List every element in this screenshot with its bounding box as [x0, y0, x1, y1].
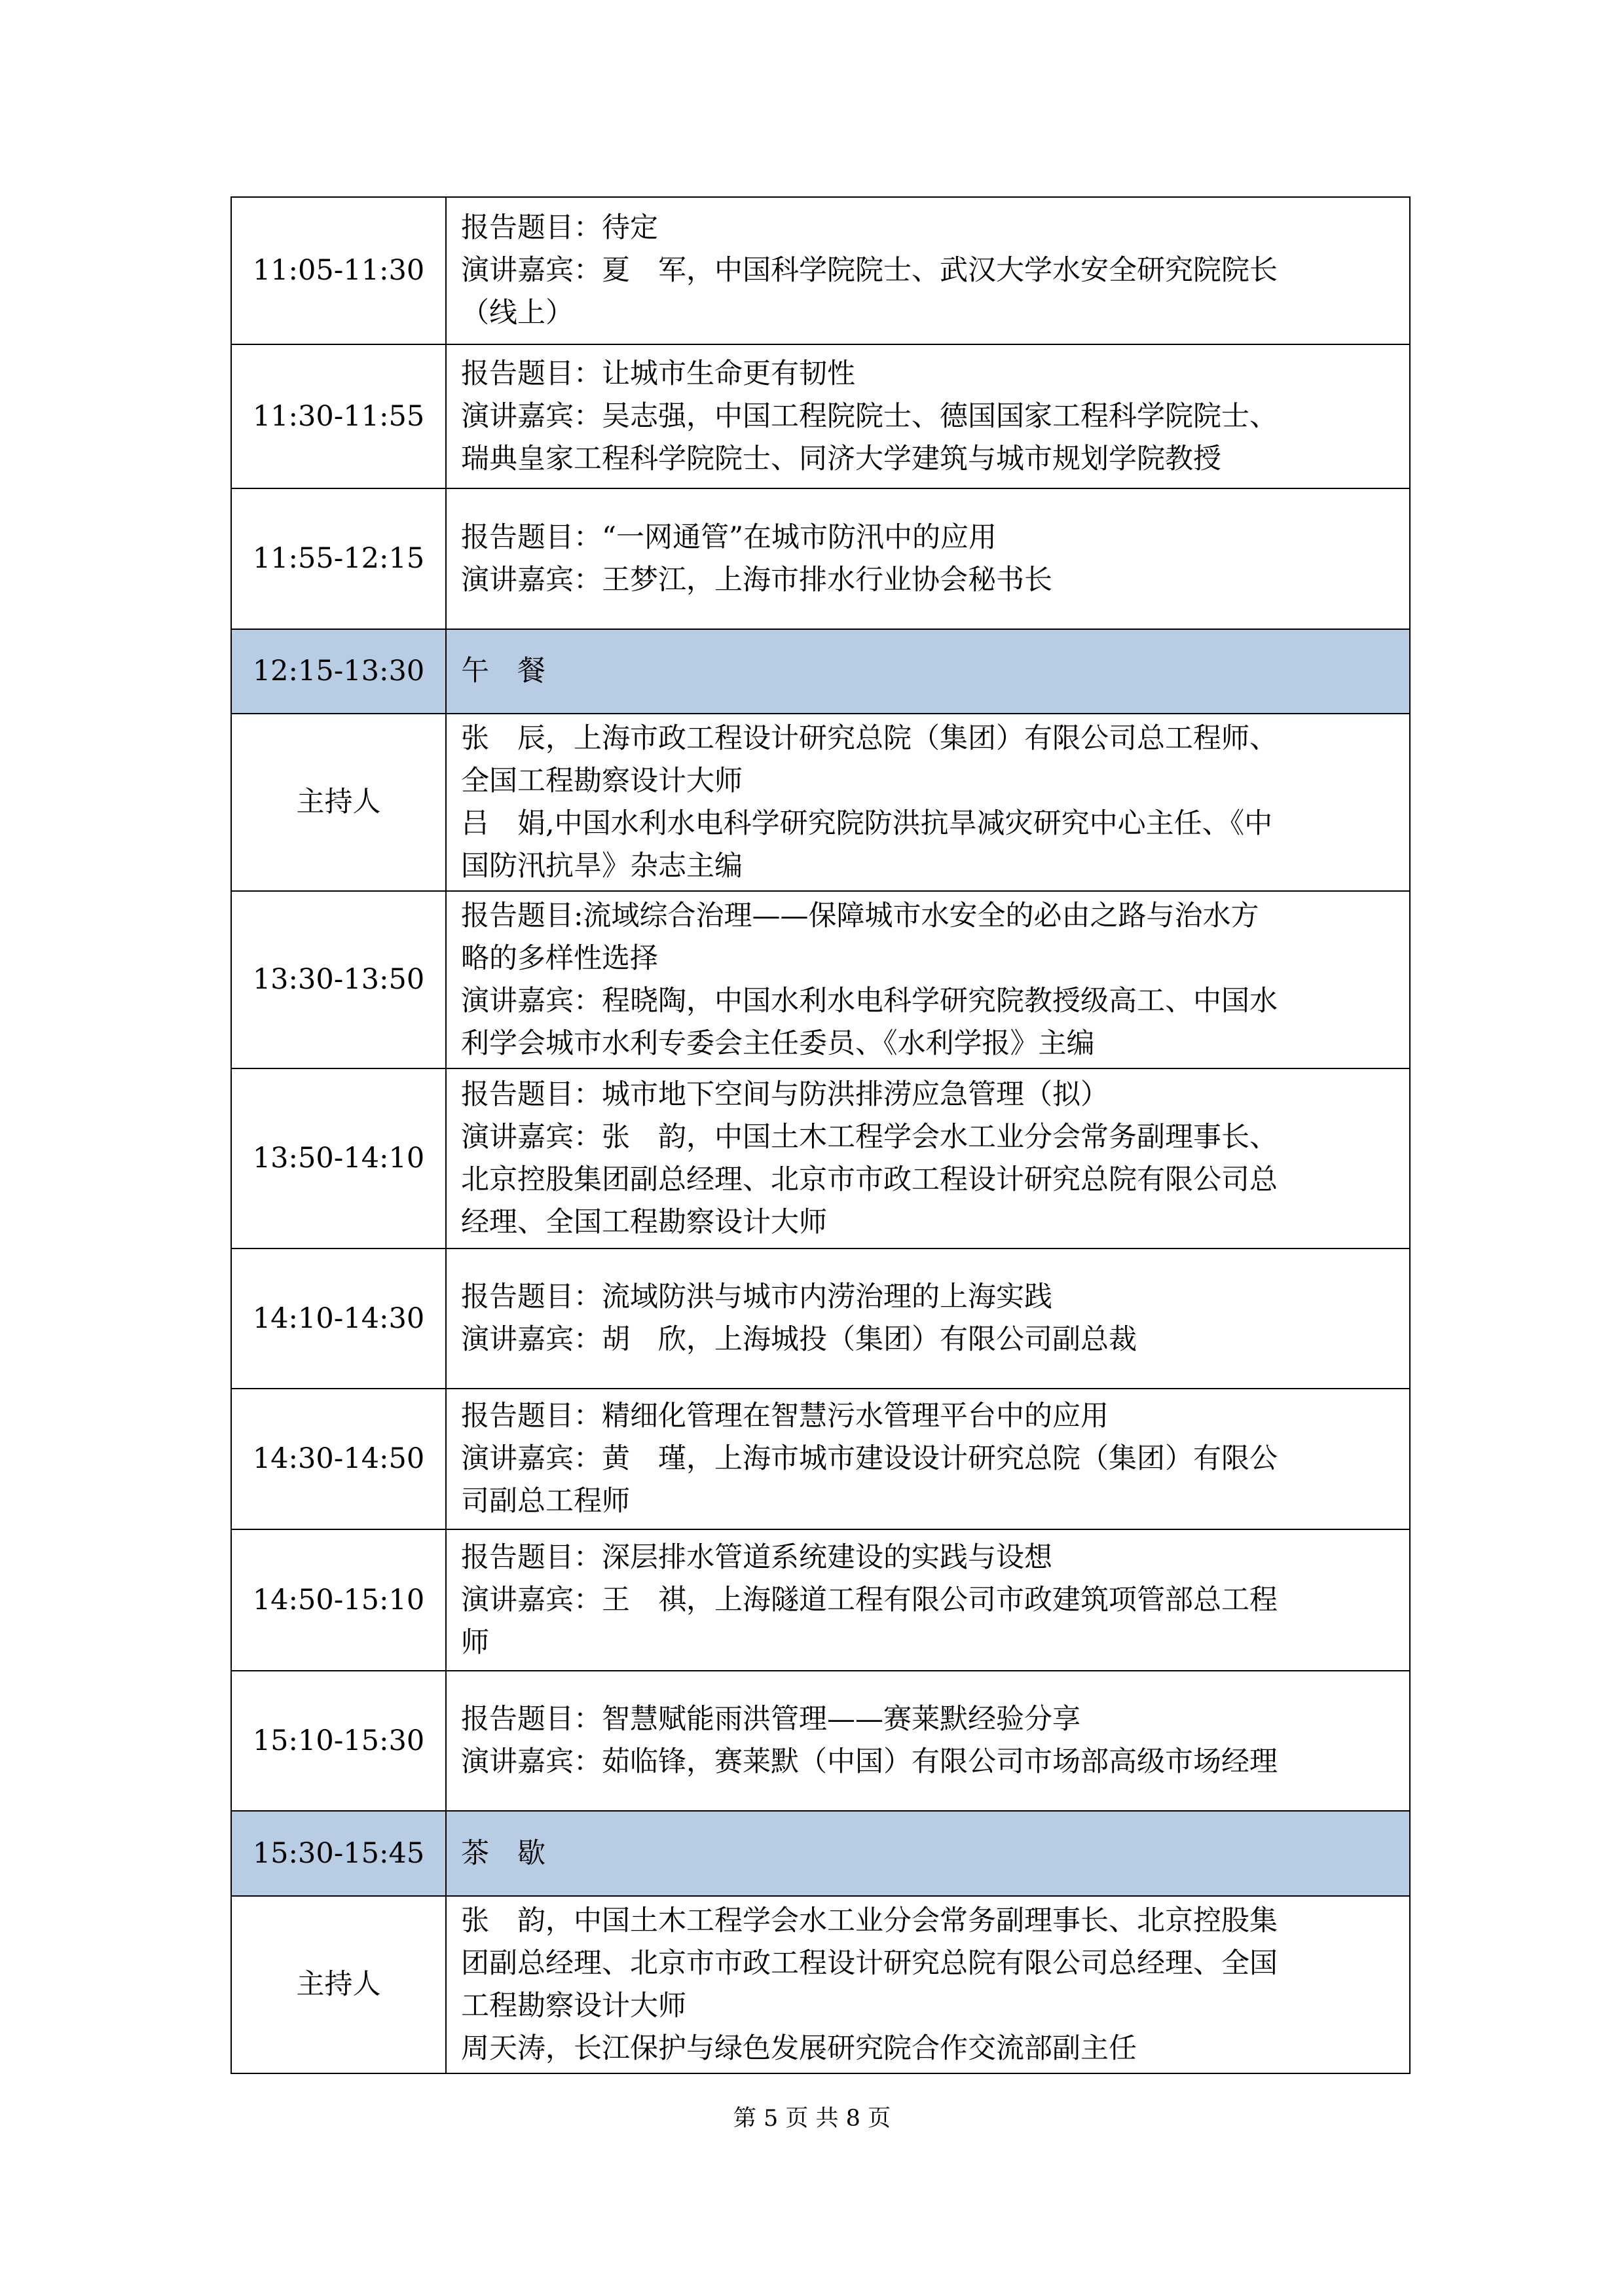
time-slot: 14:30-14:50: [231, 1389, 446, 1529]
text-line: 茶 歇: [461, 1836, 545, 1870]
text-line: 报告题目：让城市生命更有韧性: [461, 357, 855, 390]
session-details: [446, 488, 1410, 629]
text-line: 午 餐: [461, 655, 545, 687]
time-slot: 13:50-14:10: [231, 1068, 446, 1248]
session-details: [446, 1671, 1410, 1811]
host-row: [231, 1896, 1410, 2073]
host-label: 主持人: [231, 1896, 446, 2073]
time-slot: 14:50-15:10: [231, 1529, 446, 1671]
text-line: 演讲嘉宾：王 祺，上海隧道工程有限公司市政建筑项管部总工程: [461, 1583, 1278, 1616]
text-line: 北京控股集团副总经理、北京市市政工程设计研究总院有限公司总: [461, 1163, 1278, 1196]
session-row: [231, 1671, 1410, 1811]
text-line: 演讲嘉宾：胡 欣，上海城投（集团）有限公司副总裁: [461, 1323, 1137, 1356]
session-row: [231, 488, 1410, 629]
break-row: [231, 629, 1410, 714]
session-row: [231, 891, 1410, 1068]
text-line: 报告题目：智慧赋能雨洪管理——赛莱默经验分享: [461, 1703, 1080, 1736]
session-details: [446, 1248, 1410, 1389]
host-label: 主持人: [231, 714, 446, 891]
session-row: [231, 1389, 1410, 1529]
host-names: [446, 714, 1410, 891]
text-line: 演讲嘉宾：黄 瑾，上海市城市建设设计研究总院（集团）有限公: [461, 1442, 1278, 1475]
text-line: 全国工程勘察设计大师: [461, 764, 743, 797]
session-details: [446, 1389, 1410, 1529]
text-line: 报告题目：“一网通管”在城市防汛中的应用: [461, 520, 997, 554]
break-row: [231, 1811, 1410, 1896]
session-details: [446, 1529, 1410, 1671]
time-slot: 12:15-13:30: [231, 629, 446, 714]
text-line: 报告题目:流域综合治理——保障城市水安全的必由之路与治水方: [461, 899, 1259, 932]
time-slot: 11:05-11:30: [231, 197, 446, 344]
text-line: （线上）: [461, 297, 574, 329]
text-line: 张 韵，中国土木工程学会水工业分会常务副理事长、北京控股集: [461, 1904, 1278, 1937]
text-line: 演讲嘉宾：张 韵，中国土木工程学会水工业分会常务副理事长、: [461, 1120, 1278, 1154]
text-line: 报告题目：深层排水管道系统建设的实践与设想: [461, 1540, 1052, 1574]
session-details: [446, 1068, 1410, 1248]
text-line: 略的多样性选择: [461, 941, 658, 975]
text-line: 司副总工程师: [461, 1485, 630, 1518]
text-line: 师: [461, 1626, 489, 1659]
time-slot: 15:10-15:30: [231, 1671, 446, 1811]
text-line: 报告题目：待定: [461, 211, 658, 244]
session-row: [231, 1068, 1410, 1248]
session-row: [231, 197, 1410, 344]
text-line: 周天涛，长江保护与绿色发展研究院合作交流部副主任: [461, 2032, 1137, 2065]
text-line: 报告题目：城市地下空间与防洪排涝应急管理（拟）: [461, 1078, 1109, 1111]
text-line: 工程勘察设计大师: [461, 1989, 686, 2022]
session-details: [446, 891, 1410, 1068]
text-line: 团副总经理、北京市市政工程设计研究总院有限公司总经理、全国: [461, 1946, 1278, 1980]
text-line: 报告题目：精细化管理在智慧污水管理平台中的应用: [461, 1400, 1109, 1432]
session-details: [446, 344, 1410, 488]
host-row: [231, 714, 1410, 891]
text-line: 演讲嘉宾：程晓陶，中国水利水电科学研究院教授级高工、中国水: [461, 984, 1278, 1017]
host-names: [446, 1896, 1410, 2073]
text-line: 报告题目：流域防洪与城市内涝治理的上海实践: [461, 1281, 1052, 1313]
text-line: 经理、全国工程勘察设计大师: [461, 1205, 827, 1239]
session-row: [231, 1248, 1410, 1389]
time-slot: 15:30-15:45: [231, 1811, 446, 1896]
text-line: 利学会城市水利专委会主任委员、《水利学报》主编: [461, 1027, 1095, 1060]
page-footer: 第 5 页 共 8 页: [733, 2105, 891, 2132]
time-slot: 11:30-11:55: [231, 344, 446, 488]
session-details: [446, 197, 1410, 344]
time-slot: 13:30-13:50: [231, 891, 446, 1068]
session-row: [231, 344, 1410, 488]
break-label: [446, 1811, 1410, 1896]
session-row: [231, 1529, 1410, 1671]
schedule-table: [231, 196, 1411, 2074]
text-line: 演讲嘉宾：茹临锋，赛莱默（中国）有限公司市场部高级市场经理: [461, 1745, 1278, 1778]
schedule-body: [231, 197, 1410, 2073]
text-line: 张 辰，上海市政工程设计研究总院（集团）有限公司总工程师、: [461, 721, 1278, 755]
text-line: 演讲嘉宾：吴志强，中国工程院院士、德国国家工程科学院院士、: [461, 399, 1278, 433]
break-label: [446, 629, 1410, 714]
text-line: 吕 娟,中国水利水电科学研究院防洪抗旱减灾研究中心主任、《中: [461, 807, 1273, 840]
time-slot: 14:10-14:30: [231, 1248, 446, 1389]
text-line: 演讲嘉宾：王梦江，上海市排水行业协会秘书长: [461, 563, 1052, 596]
text-line: 瑞典皇家工程科学院院士、同济大学建筑与城市规划学院教授: [461, 442, 1221, 475]
text-line: 国防汛抗旱》杂志主编: [461, 849, 743, 883]
text-line: 演讲嘉宾：夏 军，中国科学院院士、武汉大学水安全研究院院长: [461, 254, 1278, 287]
time-slot: 11:55-12:15: [231, 488, 446, 629]
